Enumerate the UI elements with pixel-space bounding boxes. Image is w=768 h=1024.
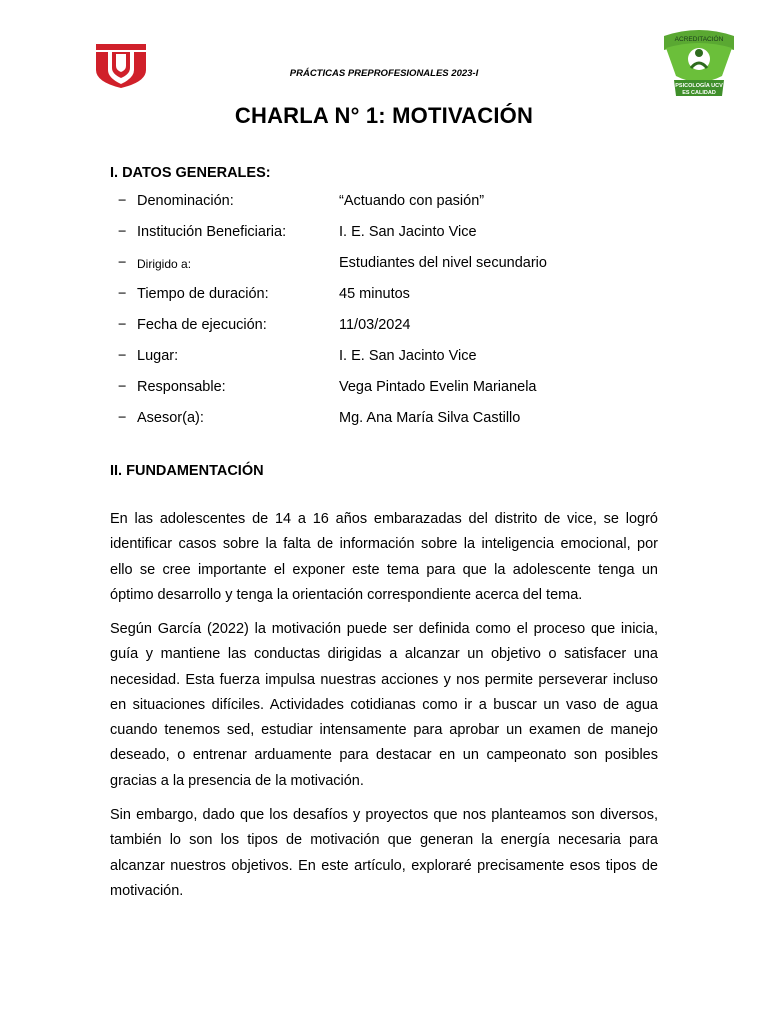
body-paragraph: En las adolescentes de 14 a 16 años embarazadas del distrito de vice, se logró identificar casos sobre la falta de información sobre la inteligencia emocional, por ello se cree importante el exponer este tema para que la adolescente tenga un óptimo desarrollo y tenga la orientación correspondiente acerca del tema.: [110, 511, 658, 603]
seal-text-line1: PSICOLOGÍA UCV: [675, 83, 723, 89]
body-paragraph: Según García (2022) la motivación puede ser definida como el proceso que inicia, guía y mantiene las conductas dirigidas a alcanzar un objetivo o satisfacer una necesidad. Esta fuerza impulsa nuestras acciones y nos permite perseverar incluso en situaciones difíciles. Actividades cotidianas como ir a buscar un vaso de agua cuando tenemos sed, estudiar intensamente para aprobar un examen de manejo deseado, o entrenar arduamente para destacar en un campeonato son posibles gracias a la presencia de la motivación.: [110, 621, 658, 789]
field-value: 45 minutos: [339, 286, 410, 302]
body-paragraph: Sin embargo, dado que los desafíos y proyectos que nos planteamos son diversos, también lo son los tipos de motivación que generan la energía necesaria para alcanzar nuestros objetivos. En este artículo, exploraré precisamente esos tipos de motivación.: [110, 807, 658, 899]
field-value: Mg. Ana María Silva Castillo: [339, 410, 521, 426]
accreditation-seal-icon: [660, 26, 738, 100]
list-dash: −: [118, 410, 127, 426]
field-label: Denominación:: [137, 193, 234, 209]
list-dash: −: [118, 286, 127, 302]
field-value: “Actuando con pasión”: [339, 193, 485, 209]
field-value: Vega Pintado Evelin Marianela: [339, 379, 537, 395]
field-label: Institución Beneficiaria:: [137, 224, 287, 240]
field-value: 11/03/2024: [339, 317, 411, 333]
seal-text-line2: ES CALIDAD: [682, 90, 716, 96]
section-heading-fundamentacion: II. FUNDAMENTACIÓN: [110, 463, 264, 479]
field-label: Asesor(a):: [137, 410, 204, 426]
header-course-label: PRÁCTICAS PREPROFESIONALES 2023-I: [289, 68, 479, 79]
list-dash: −: [118, 193, 127, 209]
list-dash: −: [118, 255, 127, 271]
field-label: Responsable:: [137, 379, 226, 395]
list-dash: −: [118, 317, 127, 333]
field-value: I. E. San Jacinto Vice: [339, 224, 477, 240]
document-title: CHARLA N° 1: MOTIVACIÓN: [234, 103, 534, 128]
list-dash: −: [118, 224, 127, 240]
ucv-logo-icon: [94, 40, 148, 88]
field-value: I. E. San Jacinto Vice: [339, 348, 477, 364]
field-label: Dirigido a:: [137, 257, 192, 271]
field-label: Fecha de ejecución:: [137, 317, 267, 333]
seal-top-text: ACREDITACIÓN: [674, 36, 724, 43]
section-heading-datos-generales: I. DATOS GENERALES:: [110, 165, 271, 181]
field-label: Tiempo de duración:: [137, 286, 269, 302]
list-dash: −: [118, 348, 127, 364]
field-label: Lugar:: [137, 348, 179, 364]
field-value: Estudiantes del nivel secundario: [339, 255, 547, 271]
list-dash: −: [118, 379, 127, 395]
